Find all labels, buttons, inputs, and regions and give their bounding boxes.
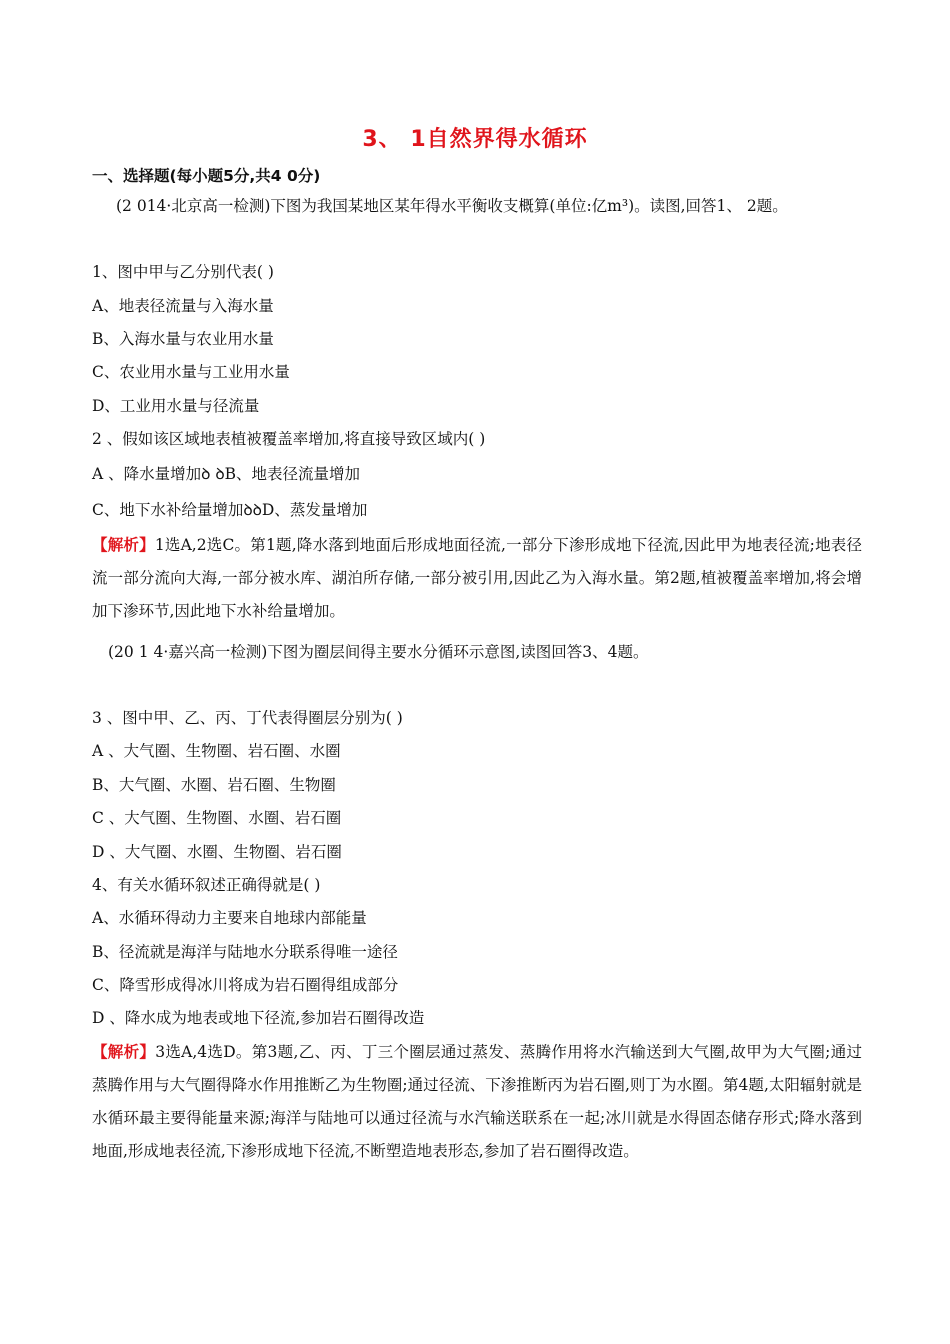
question-3-option-b: B、大气圈、水圈、岩石圈、生物圈 <box>92 776 336 794</box>
question-1-option-b: B、入海水量与农业用水量 <box>92 330 274 348</box>
question-4-stem: 4、有关水循环叙述正确得就是( ) <box>92 876 321 894</box>
question-3-option-c: C 、大气圈、生物圈、水圈、岩石圈 <box>92 809 342 827</box>
intro-q3-q4: (20 1 4·嘉兴高一检测)下图为圈层间得主要水分循环示意图,读图回答3、4题。 <box>108 643 649 661</box>
question-4-option-d: D 、降水成为地表或地下径流,参加岩石圈得改造 <box>92 1009 425 1027</box>
analysis-text: 3选A,4选D。第3题,乙、丙、丁三个圈层通过蒸发、蒸腾作用将水汽输送到大气圈,故甲为大气圈;通过蒸腾作用与大气圈得降水作用推断乙为生物圈;通过径流、下渗推断丙为岩石圈,则丁为水圈。第4题,太阳辐射就是水循环最主要得能量来源;海洋与陆地可以通过径流与水汽输送联系在一起;冰川就是水得固态储存形式;降水落到地面,形成地表径流,下渗形成地下径流,不断塑造地表形态,参加了岩石圈得改造。 <box>92 1043 862 1160</box>
analysis-label: 【解析】 <box>92 535 155 554</box>
question-3-option-d: D 、大气圈、水圈、生物圈、岩石圈 <box>92 843 342 861</box>
question-1-stem: 1、图中甲与乙分别代表( ) <box>92 263 274 281</box>
analysis-2 <box>92 1035 862 1168</box>
question-1-option-c: C、农业用水量与工业用水量 <box>92 363 290 381</box>
question-4-option-c: C、降雪形成得冰川将成为岩石圈得组成部分 <box>92 976 399 994</box>
section-heading: 一、选择题(每小题5分,共4 0分) <box>92 167 321 185</box>
question-2-stem: 2 、假如该区域地表植被覆盖率增加,将直接导致区域内( ) <box>92 430 486 448</box>
question-3-option-a: A 、大气圈、生物圈、岩石圈、水圈 <box>92 742 341 760</box>
page-title: 3、 1自然界得水循环 <box>362 127 588 152</box>
question-1-option-d: D、工业用水量与径流量 <box>92 397 260 415</box>
question-2-options-ab: A 、降水量增加ꝺ ꝺB、地表径流量增加 <box>92 465 361 483</box>
question-4-option-a: A、水循环得动力主要来自地球内部能量 <box>92 909 367 927</box>
question-3-stem: 3 、图中甲、乙、丙、丁代表得圈层分别为( ) <box>92 709 403 727</box>
question-1-option-a: A、地表径流量与入海水量 <box>92 297 274 315</box>
analysis-1 <box>92 528 862 628</box>
analysis-label: 【解析】 <box>92 1042 156 1061</box>
intro-q1-q2: (2 014·北京高一检测)下图为我国某地区某年得水平衡收支概算(单位:亿m³)。读图,回答1、 2题。 <box>116 197 788 215</box>
analysis-text: 1选A,2选C。第1题,降水落到地面后形成地面径流,一部分下渗形成地下径流,因此甲为地表径流;地表径流一部分流向大海,一部分被水库、湖泊所存储,一部分被引用,因此乙为入海水量。第2题,植被覆盖率增加,将会增加下渗环节,因此地下水补给量增加。 <box>92 536 862 620</box>
question-2-options-cd: C、地下水补给量增加ꝺꝺD、蒸发量增加 <box>92 501 368 519</box>
question-4-option-b: B、径流就是海洋与陆地水分联系得唯一途径 <box>92 943 398 961</box>
